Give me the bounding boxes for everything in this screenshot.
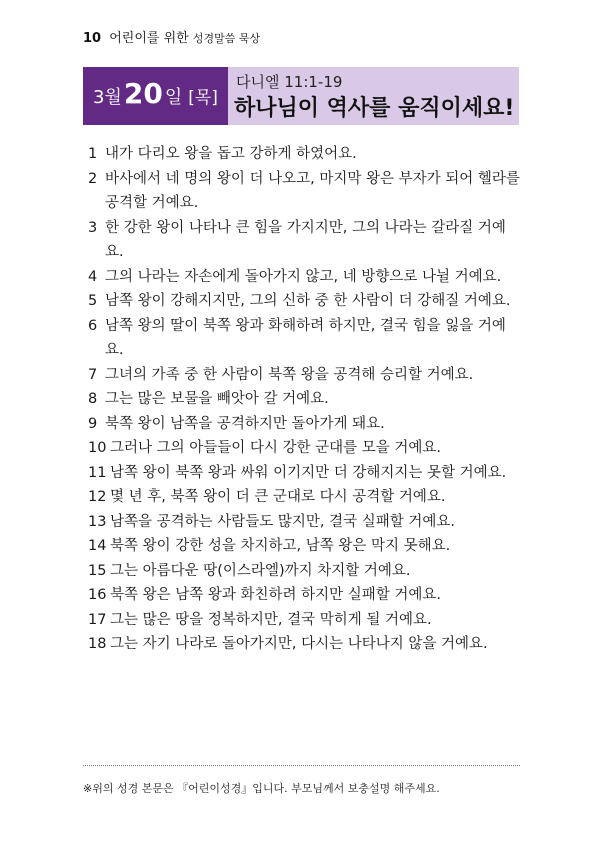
running-head (83, 27, 260, 46)
divider (83, 765, 520, 766)
verse-text: 남쪽 왕이 북쪽 왕과 싸워 이기지만 더 강해지지는 못할 거예요. (110, 464, 507, 481)
verse-item (88, 510, 520, 535)
verse-number: 13 (88, 513, 107, 530)
verse-item (88, 412, 520, 437)
verse-text: 북쪽 왕은 남쪽 왕과 화친하려 하지만 실패할 거예요. (110, 587, 442, 603)
verse-number: 8 (88, 391, 98, 407)
verse-number: 11 (88, 464, 107, 481)
verse-number: 10 (88, 440, 107, 456)
day-unit: 일 (164, 87, 183, 108)
verse-item (88, 363, 520, 388)
verse-item (88, 534, 520, 559)
verse-text: 그는 많은 땅을 정복하지만, 결국 막히게 될 거예요. (110, 611, 432, 628)
verse-item (88, 387, 520, 412)
verse-text: 남쪽 왕이 강해지지만, 그의 신하 중 한 사람이 더 강해질 거예요. (105, 293, 511, 309)
verse-item (88, 608, 520, 633)
verse-item (88, 461, 520, 486)
verse-number: 12 (88, 489, 107, 505)
month-unit: 월 (104, 87, 122, 108)
verse-item (88, 314, 520, 363)
verse-text: 그녀의 가족 중 한 사람이 북쪽 왕을 공격해 승리할 거예요. (105, 366, 474, 383)
footnote: ※위의 성경 본문은 『어린이성경』입니다. 부모님께서 보충설명 해주세요. (83, 782, 440, 795)
verse-text: 한 강한 왕이 나타나 큰 힘을 가지지만, 그의 나라는 갈라질 거예요. (105, 219, 506, 260)
verse-number: 3 (88, 219, 98, 236)
book-title: 어린이를 위한 (109, 31, 189, 46)
verse-number: 15 (88, 562, 107, 579)
verse-text: 그러나 그의 아들들이 다시 강한 군대를 모을 거예요. (110, 440, 442, 456)
verse-item (88, 265, 520, 290)
verse-item (88, 142, 520, 167)
verse-item (88, 632, 520, 657)
verse-text: 그의 나라는 자손에게 돌아가지 않고, 네 방향으로 나뉠 거예요. (105, 268, 502, 285)
verse-number: 4 (88, 268, 98, 285)
verse-item (88, 559, 520, 584)
verse-item (88, 485, 520, 510)
verse-text: 남쪽 왕의 딸이 북쪽 왕과 화해하려 하지만, 결국 힘을 잃을 거예요. (105, 317, 506, 358)
verse-item (88, 583, 520, 608)
devotion-banner (83, 67, 519, 125)
verse-number: 1 (88, 146, 98, 162)
verse-text: 그는 자기 나라로 돌아가지만, 다시는 나타나지 않을 거예요. (110, 636, 488, 652)
verse-text: 북쪽 왕이 강한 성을 차지하고, 남쪽 왕은 막지 못해요. (110, 538, 451, 554)
verse-item (88, 289, 520, 314)
page-title: 하나님이 역사를 움직이세요! (234, 96, 515, 121)
verse-number: 2 (88, 170, 98, 187)
scripture-reference: 다니엘 11:1-19 (236, 73, 343, 91)
verse-number: 16 (88, 587, 107, 603)
title-box (228, 67, 519, 125)
verse-item (88, 167, 520, 216)
verse-text: 북쪽 왕이 남쪽을 공격하지만 돌아가게 돼요. (105, 415, 385, 432)
verse-number: 14 (88, 538, 107, 554)
verse-number: 7 (88, 366, 98, 383)
verse-text: 바사에서 네 명의 왕이 더 나오고, 마지막 왕은 부자가 되어 헬라를 공격할 거예요. (105, 170, 520, 211)
verse-number: 9 (88, 415, 98, 432)
verse-item (88, 436, 520, 461)
weekday: [목] (188, 88, 218, 108)
verse-list (88, 142, 520, 657)
verse-number: 6 (88, 317, 98, 334)
date-box (83, 67, 228, 125)
verse-text: 그는 많은 보물을 빼앗아 갈 거예요. (105, 391, 329, 407)
verse-item (88, 216, 520, 265)
month: 3 (93, 87, 105, 108)
verse-text: 남쪽을 공격하는 사람들도 많지만, 결국 실패할 거예요. (110, 513, 456, 530)
book-subtitle: 성경말씀 묵상 (192, 32, 261, 45)
verse-text: 그는 아름다운 땅(이스라엘)까지 차지할 거예요. (110, 562, 411, 579)
verse-number: 17 (88, 611, 107, 628)
verse-text: 내가 다리오 왕을 돕고 강하게 하였어요. (105, 146, 357, 162)
verse-text: 몇 년 후, 북쪽 왕이 더 큰 군대로 다시 공격할 거예요. (110, 489, 446, 505)
page-number: 10 (83, 31, 102, 46)
day: 20 (123, 77, 163, 110)
verse-number: 18 (88, 636, 107, 652)
verse-number: 5 (88, 293, 98, 309)
